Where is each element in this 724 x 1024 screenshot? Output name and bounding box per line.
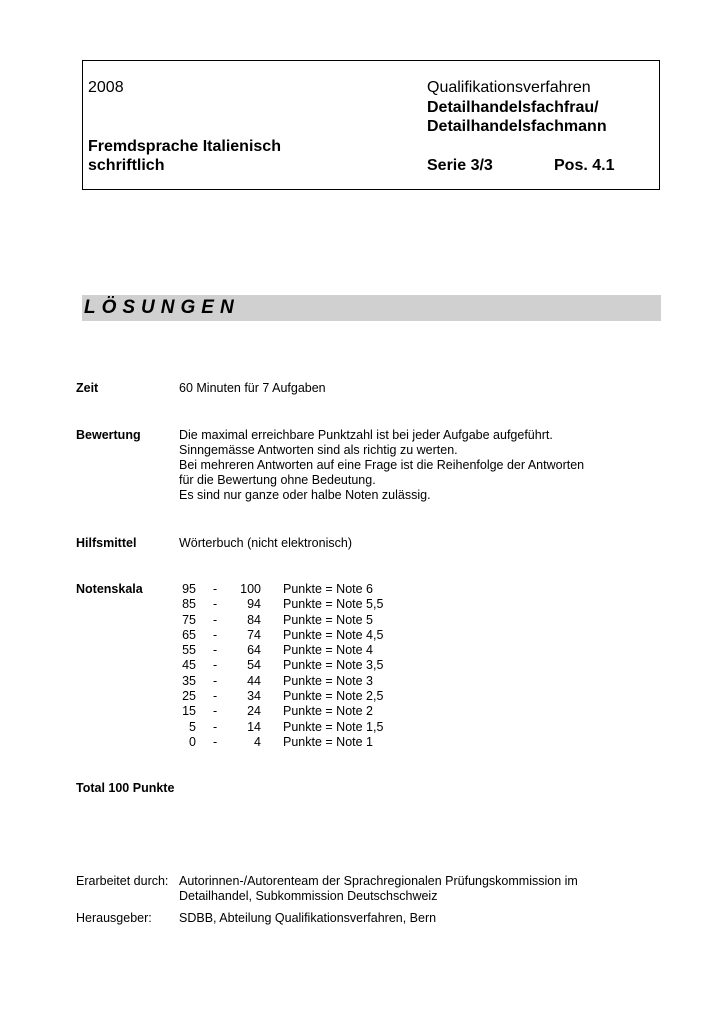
- bewertung-line: Die maximal erreichbare Punktzahl ist bei jeder Aufgabe aufgeführt.: [179, 428, 553, 442]
- scale-dash: -: [213, 643, 218, 658]
- bewertung-line: für die Bewertung ohne Bedeutung.: [179, 473, 376, 487]
- solutions-banner: [82, 295, 661, 321]
- exam-year: 2008: [88, 79, 124, 96]
- scale-to: 34: [247, 689, 261, 704]
- total-points: Total 100 Punkte: [76, 781, 175, 795]
- scale-grade: Punkte = Note 2: [283, 704, 373, 719]
- scale-dash: -: [213, 704, 218, 719]
- zeit-label: Zeit: [76, 381, 99, 395]
- scale-grade: Punkte = Note 1: [283, 734, 373, 749]
- scale-from: 65: [182, 627, 196, 642]
- scale-grade: Punkte = Note 4: [283, 643, 373, 658]
- scale-dash: -: [213, 658, 218, 673]
- subject-line-2: schriftlich: [88, 157, 165, 174]
- scale-from: 75: [182, 612, 196, 627]
- bewertung-line: Bei mehreren Antworten auf eine Frage ist die Reihenfolge der Antworten: [179, 458, 585, 472]
- scale-dash: -: [213, 612, 218, 627]
- scale-to: 84: [247, 612, 261, 627]
- scale-to: 74: [247, 627, 261, 642]
- scale-from: 15: [182, 704, 196, 719]
- procedure-title: Qualifikationsverfahren: [427, 79, 591, 96]
- erarbeitet-line-1: Autorinnen-/Autorenteam der Sprachregionalen Prüfungskommission im: [179, 874, 578, 888]
- scale-dash: -: [213, 597, 218, 612]
- scale-grade: Punkte = Note 5: [283, 612, 373, 627]
- erarbeitet-line-2: Detailhandel, Subkommission Deutschschweiz: [179, 889, 438, 903]
- scale-to: 54: [247, 658, 261, 673]
- header-box: [82, 60, 660, 190]
- scale-grade: Punkte = Note 3: [283, 673, 373, 688]
- scale-from: 55: [182, 643, 196, 658]
- hilfsmittel-label: Hilfsmittel: [76, 536, 137, 550]
- scale-from: 95: [182, 582, 196, 596]
- zeit-value: 60 Minuten für 7 Aufgaben: [179, 381, 326, 395]
- erarbeitet-label: Erarbeitet durch:: [76, 874, 169, 888]
- profession-line-2: Detailhandelsfachmann: [427, 118, 607, 135]
- scale-dash: -: [213, 689, 218, 704]
- scale-from: 35: [182, 673, 196, 688]
- solutions-title: LÖSUNGEN: [84, 297, 240, 318]
- scale-dash: -: [213, 719, 218, 734]
- scale-from: 85: [182, 597, 196, 612]
- scale-dash: -: [213, 582, 218, 596]
- scale-to: 24: [247, 704, 261, 719]
- position-label: Pos. 4.1: [554, 157, 615, 174]
- herausgeber-value: SDBB, Abteilung Qualifikationsverfahren, Bern: [179, 911, 437, 925]
- herausgeber-label: Herausgeber:: [76, 911, 152, 925]
- scale-from: 5: [189, 719, 196, 734]
- bewertung-label: Bewertung: [76, 428, 141, 442]
- scale-from: 25: [182, 689, 196, 704]
- scale-dash: -: [213, 673, 218, 688]
- scale-grade: Punkte = Note 6: [283, 582, 373, 596]
- subject-line-1: Fremdsprache Italienisch: [88, 138, 281, 155]
- profession-line-1: Detailhandelsfachfrau/: [427, 99, 599, 116]
- scale-grade: Punkte = Note 1,5: [283, 719, 384, 734]
- scale-grade: Punkte = Note 5,5: [283, 597, 384, 612]
- scale-to: 64: [247, 643, 261, 658]
- notenskala-label: Notenskala: [76, 582, 143, 596]
- scale-grade: Punkte = Note 3,5: [283, 658, 384, 673]
- scale-grade: Punkte = Note 4,5: [283, 627, 384, 642]
- scale-grade: Punkte = Note 2,5: [283, 689, 384, 704]
- scale-to: 94: [247, 597, 261, 612]
- scale-to: 100: [240, 582, 261, 596]
- bewertung-line: Es sind nur ganze oder halbe Noten zulässig.: [179, 488, 431, 502]
- scale-to: 44: [247, 673, 261, 688]
- scale-to: 14: [247, 719, 261, 734]
- scale-dash: -: [213, 734, 218, 749]
- bewertung-line: Sinngemässe Antworten sind als richtig zu werten.: [179, 443, 458, 457]
- scale-from: 0: [189, 734, 196, 749]
- scale-dash: -: [213, 627, 218, 642]
- scale-to: 4: [254, 734, 261, 749]
- series-label: Serie 3/3: [427, 157, 493, 174]
- hilfsmittel-value: Wörterbuch (nicht elektronisch): [179, 536, 352, 550]
- scale-from: 45: [182, 658, 196, 673]
